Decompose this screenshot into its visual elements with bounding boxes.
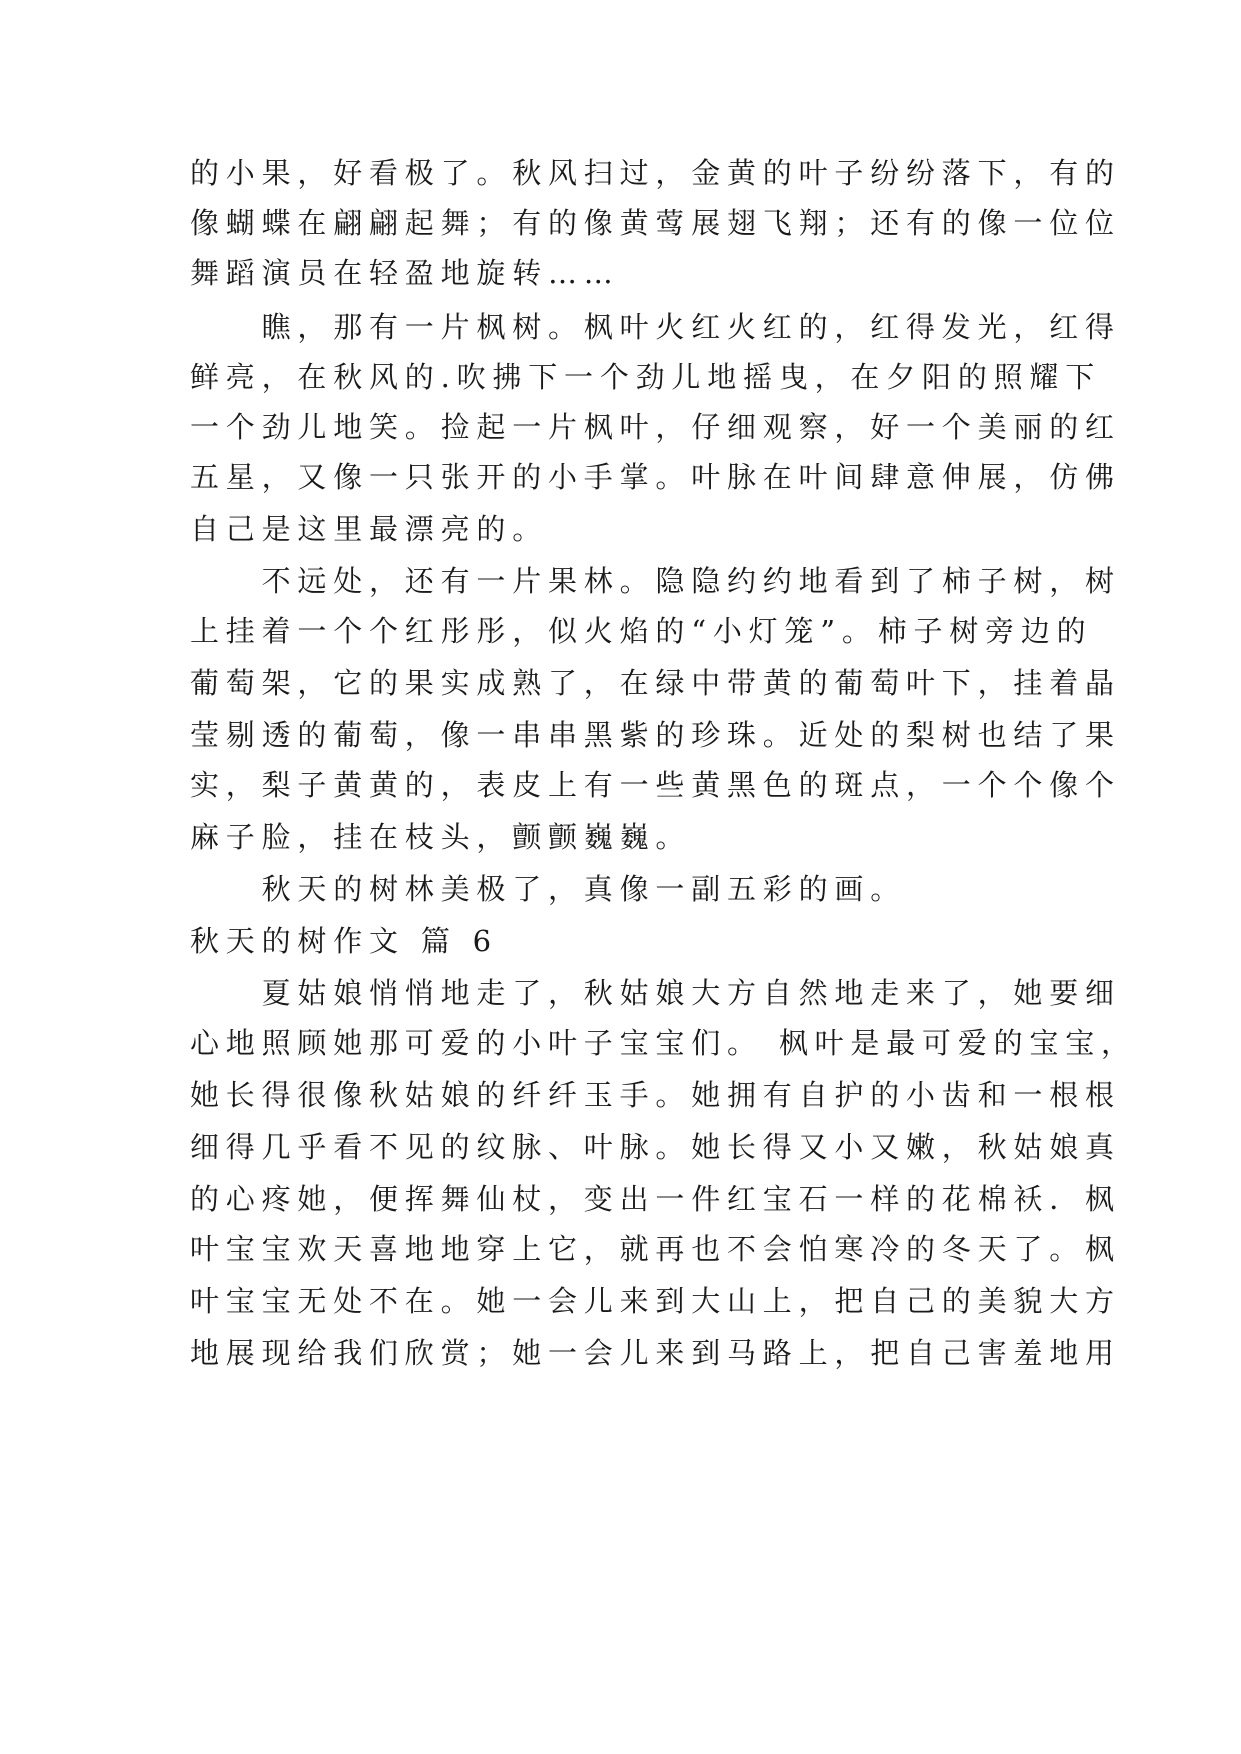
- text-line: 地展现给我们欣赏；她一会儿来到马路上，把自己害羞地用: [190, 1336, 1121, 1370]
- text-line: 舞蹈演员在轻盈地旋转……: [190, 256, 620, 290]
- paragraph-line: 瞧，那有一片枫树。枫叶火红火红的，红得发光，红得: [190, 310, 1121, 344]
- section-heading: 秋天的树作文 篇 6: [190, 924, 498, 958]
- text-line: 叶宝宝欢天喜地地穿上它，就再也不会怕寒冷的冬天了。枫: [190, 1232, 1121, 1266]
- text-line: 葡萄架，它的果实成熟了，在绿中带黄的葡萄叶下，挂着晶: [190, 666, 1121, 700]
- text-line: 的小果，好看极了。秋风扫过，金黄的叶子纷纷落下，有的: [190, 156, 1121, 190]
- text-line: 五星，又像一只张开的小手掌。叶脉在叶间肆意伸展，仿佛: [190, 460, 1121, 494]
- text-line: 莹剔透的葡萄，像一串串黑紫的珍珠。近处的梨树也结了果: [190, 718, 1121, 752]
- text-line: 鲜亮，在秋风的.吹拂下一个劲儿地摇曳，在夕阳的照耀下: [190, 360, 1102, 394]
- text-line: 的心疼她，便挥舞仙杖，变出一件红宝石一样的花棉袄．枫: [190, 1182, 1121, 1216]
- text-line: 麻子脸，挂在枝头，颤颤巍巍。: [190, 820, 692, 854]
- text-line: 实，梨子黄黄的，表皮上有一些黄黑色的斑点，一个个像个: [190, 768, 1121, 802]
- paragraph-line: 秋天的树林美极了，真像一副五彩的画。: [190, 872, 907, 906]
- text-line: 细得几乎看不见的纹脉、叶脉。她长得又小又嫩，秋姑娘真: [190, 1130, 1121, 1164]
- paragraph-line: 夏姑娘悄悄地走了，秋姑娘大方自然地走来了，她要细: [190, 976, 1121, 1010]
- text-line: 叶宝宝无处不在。她一会儿来到大山上，把自己的美貌大方: [190, 1284, 1121, 1318]
- text-line: 一个劲儿地笑。捡起一片枫叶，仔细观察，好一个美丽的红: [190, 410, 1121, 444]
- paragraph-line: 不远处，还有一片果林。隐隐约约地看到了柿子树，树: [190, 564, 1121, 598]
- text-line: 心地照顾她那可爱的小叶子宝宝们。 枫叶是最可爱的宝宝，: [190, 1026, 1137, 1060]
- text-line: 像蝴蝶在翩翩起舞；有的像黄莺展翅飞翔；还有的像一位位: [190, 206, 1121, 240]
- text-line: 她长得很像秋姑娘的纤纤玉手。她拥有自护的小齿和一根根: [190, 1078, 1121, 1112]
- text-line: 上挂着一个个红彤彤，似火焰的“小灯笼”。柿子树旁边的: [190, 614, 1093, 648]
- text-line: 自己是这里最漂亮的。: [190, 512, 549, 546]
